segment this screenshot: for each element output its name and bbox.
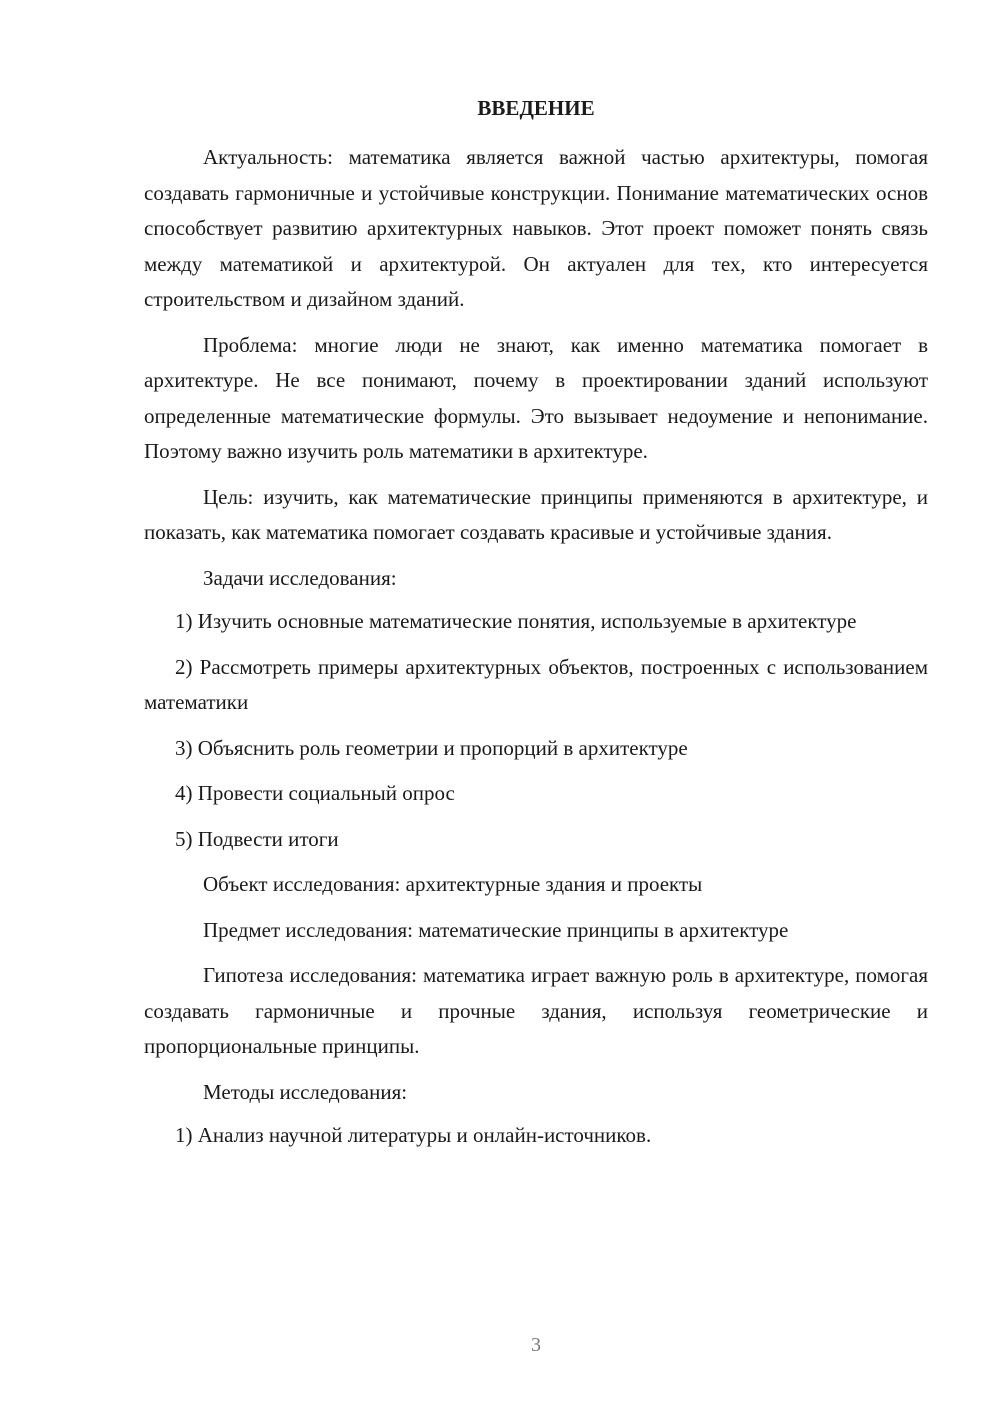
document-page: [144, 90, 928, 1164]
methods-heading: Методы исследования:: [203, 1079, 408, 1104]
task-item: 2) Рассмотреть примеры архитектурных объектов, построенных с использованием математики: [144, 654, 928, 714]
problem-paragraph: Проблема: многие люди не знают, как именно математика помогает в архитектуре. Не все понимают, почему в проектировании зданий используют определенные математические формулы. Это вызывает недоумение и непонимание. Поэтому важно изучить роль математики в архитектуре.: [144, 332, 928, 463]
task-item: 3) Объяснить роль геометрии и пропорций в архитектуре: [175, 735, 688, 760]
page-number: 3: [531, 1334, 541, 1356]
hypothesis-paragraph: Гипотеза исследования: математика играет важную роль в архитектуре, помогая создавать гармоничные и прочные здания, используя геометрические и пропорциональные принципы.: [144, 963, 928, 1058]
task-item: 1) Изучить основные математические понятия, используемые в архитектуре: [175, 609, 857, 633]
object-paragraph: Объект исследования: архитектурные здания и проекты: [203, 872, 703, 896]
task-item: 4) Провести социальный опрос: [175, 781, 455, 805]
page-title: ВВЕДЕНИЕ: [477, 96, 595, 120]
method-item: 1) Анализ научной литературы и онлайн-источников.: [175, 1123, 652, 1147]
relevance-paragraph: Актуальность: математика является важной частью архитектуры, помогая создавать гармоничные и устойчивые конструкции. Понимание математических основ способствует развитию архитектурных навыков. Этот проект поможет понять связь между математикой и архитектурой. Он актуален для тех, кто интересуется строительством и дизайном зданий.: [144, 145, 928, 311]
task-item: 5) Подвести итоги: [175, 826, 339, 851]
tasks-heading: Задачи исследования:: [203, 565, 397, 590]
subject-paragraph: Предмет исследования: математические принципы в архитектуре: [203, 917, 789, 942]
goal-paragraph: Цель: изучить, как математические принципы применяются в архитектуре, и показать, как математика помогает создавать красивые и устойчивые здания.: [144, 484, 928, 544]
